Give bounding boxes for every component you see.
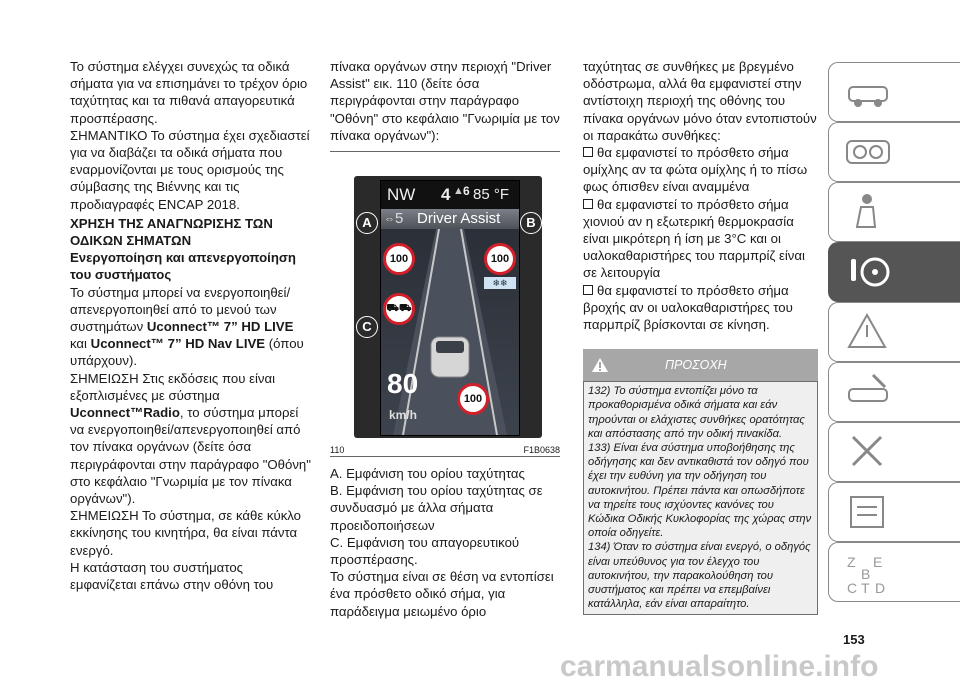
- snow-icon: ❄❄: [484, 277, 516, 289]
- checkbox-bullet-icon: [583, 199, 593, 209]
- warning-triangle-icon: [843, 309, 893, 355]
- dashboard-icon: [843, 129, 893, 175]
- paragraph: Το σύστημα μπορεί να ενεργοποιηθεί/απενεργοποιηθεί από το μενού των συστημάτων Uconnect™ 7” HD LIVE και Uconnect™ 7” HD Nav LIVE (όπου υπάρχουν).: [70, 284, 304, 369]
- column-1: [70, 58, 312, 593]
- compass-heading: NW: [387, 185, 416, 205]
- speed-limit-sign-bottom: 100: [457, 383, 489, 415]
- no-overtaking-sign: [383, 293, 415, 325]
- driver-assist-label: Driver Assist: [417, 210, 501, 228]
- subsection-heading: Ενεργοποίηση και απενεργοποίηση του συστήματος: [70, 250, 296, 283]
- car-icon: [843, 69, 893, 115]
- bullet-item: θα εμφανιστεί το πρόσθετο σήμα βροχής αν οι υαλοκαθαριστήρες του παρμπρίζ βρίσκονται σε κίνηση.: [583, 282, 793, 333]
- section-heading: ΧΡΗΣΗ ΤΗΣ ΑΝΑΓΝΩΡΙΣΗΣ ΤΩΝ ΟΔΙΚΩΝ ΣΗΜΑΤΩΝ: [70, 215, 273, 249]
- key-steering-icon: [843, 249, 893, 295]
- svg-text:Z: Z: [847, 554, 856, 570]
- top-status-bar: [381, 181, 519, 209]
- callout-c: C: [356, 316, 378, 338]
- figure-number: 110: [330, 445, 345, 456]
- cars-icon: ⛟⛟: [386, 303, 412, 315]
- page-number: 153: [843, 632, 865, 647]
- figure-code: F1B0638: [523, 445, 560, 456]
- warning-triangle-icon: [591, 357, 609, 373]
- warning-note-133: 133) Είναι ένα σύστημα υποβοήθησης της οδήγησης και δεν αντικαθιστά τον οδηγό που έχει την ευθύνη για την οδήγηση του αυτοκινήτου. Πρέπει πάντα και οπωσδήποτε να τηρείτε τους ισχύοντες κανόνες του Κώδικα Οδικής Κυκλοφορίας της χώρας στην οποία οδηγείτε.: [588, 442, 812, 540]
- warning-note-132: 132) Το σύστημα εντοπίζει μόνο τα προκαθορισμένα οδικά σήματα και εάν τηρούνται οι ελάχιστες συνθήκες ορατότητας και απόστασης από την οδική πινακίδα.: [588, 385, 805, 440]
- driver-assist-bar: [381, 209, 519, 229]
- speed-limit-sign-b: 100: [484, 243, 516, 275]
- gear-indicator: 4: [441, 185, 451, 205]
- svg-text:C: C: [847, 580, 858, 595]
- warning-title: ΠΡΟΣΟΧΗ: [665, 358, 727, 373]
- warning-header: [583, 349, 818, 381]
- tab-maintenance[interactable]: [828, 362, 960, 422]
- checkbox-bullet-icon: [583, 285, 593, 295]
- callout-a: A: [356, 212, 378, 234]
- outside-temperature: 85 °F: [473, 186, 510, 204]
- road-scene: [381, 229, 519, 435]
- column-3: [583, 58, 818, 615]
- paragraph: ταχύτητας σε συνθήκες με βρεγμένο οδόστρωμα, αλλά θα εμφανιστεί στην αντίστοιχη περιοχή της οθόνης του πίνακα οργάνων μόνο όταν εντοπιστούν οι παρακάτω συνθήκες:: [583, 59, 817, 143]
- watermark: carmanualsonline.info: [560, 650, 879, 683]
- warning-note-134: 134) Όταν το σύστημα είναι ενεργό, ο οδηγός είναι υπεύθυνος για τον έλεγχο του αυτοκινήτου, την παρακολούθηση του συστήματος και πρέπει να επεμβαίνει κατάλληλα, εάν είναι απαραίτητο.: [588, 541, 811, 611]
- index-icon: [843, 549, 933, 595]
- callout-b: B: [520, 212, 542, 234]
- svg-text:E: E: [873, 554, 883, 570]
- paragraph: Η κατάσταση του συστήματος εμφανίζεται επάνω στην οθόνη του: [70, 559, 274, 593]
- gear-up-icon: ▲: [453, 185, 464, 198]
- tab-index[interactable]: [828, 542, 960, 602]
- specs-icon: [843, 489, 893, 535]
- svg-text:D: D: [875, 580, 886, 595]
- cruise-icon: ⇔: [384, 213, 395, 226]
- seat-safety-icon: [843, 189, 893, 235]
- checkbox-bullet-icon: [583, 147, 593, 157]
- wrench-car-icon: [843, 369, 893, 415]
- cruise-gap: 5: [395, 210, 404, 228]
- bullet-item: θα εμφανιστεί το πρόσθετο σήμα χιονιού αν η εξωτερική θερμοκρασία είναι μικρότερη ή ίση με 3°C και οι υαλοκαθαριστήρες του παρμπρίζ είναι σε λειτουργία: [583, 196, 805, 281]
- instrument-cluster-figure: [354, 176, 542, 438]
- tab-safety[interactable]: [828, 182, 960, 242]
- speed-unit: km/h: [389, 408, 418, 423]
- tools-icon: [843, 429, 893, 475]
- legend-item-c: C. Εμφάνιση του απαγορευτικού προσπέρασης.: [330, 534, 520, 568]
- next-gear: 6: [463, 184, 470, 199]
- paragraph: ΣΗΜΕΙΩΣΗ Στις εκδόσεις που είναι εξοπλισμένες με σύστημα Uconnect™Radio, το σύστημα μπορεί να ενεργοποιηθεί/απενεργοποιηθεί από τον πίνακα οργάνων (δείτε όσα περιγράφονται στην παράγραφο "Οθόνη" στο κεφάλαιο "Γνωριμία με τον πίνακα οργάνων").: [70, 370, 311, 507]
- svg-text:T: T: [861, 580, 870, 595]
- current-speed: 80: [387, 368, 419, 400]
- tab-car-icon[interactable]: [828, 62, 960, 122]
- cluster-display: [380, 180, 520, 436]
- tab-emergency[interactable]: [828, 302, 960, 362]
- legend-item-a: A. Εμφάνιση του ορίου ταχύτητας: [330, 466, 525, 482]
- tab-tools[interactable]: [828, 422, 960, 482]
- warning-box: [583, 381, 818, 614]
- bullet-item: θα εμφανιστεί το πρόσθετο σήμα ομίχλης αν τα φώτα ομίχλης ή το πίσω φως όπισθεν είναι αναμμένα: [583, 145, 808, 195]
- column-2: [330, 58, 560, 620]
- paragraph: ΣΗΜΕΙΩΣΗ Το σύστημα, σε κάθε κύκλο εκκίνησης του κινητήρα, θα είναι πάντα ενεργό.: [70, 508, 302, 558]
- paragraph: Το σύστημα είναι σε θέση να εντοπίσει ένα πρόσθετο οδικό σήμα, για παράδειγμα μειωμένο όριο: [330, 569, 554, 619]
- figure-caption: [330, 442, 560, 456]
- tab-starting-driving[interactable]: [828, 242, 960, 302]
- speed-limit-sign-a: 100: [383, 243, 415, 275]
- paragraph: πίνακα οργάνων στην περιοχή "Driver Assist" εικ. 110 (δείτε όσα περιγράφονται στην παράγραφο "Οθόνη" στο κεφάλαιο "Γνωριμία με τον πίνακα οργάνων"):: [330, 59, 560, 143]
- tab-specs[interactable]: [828, 482, 960, 542]
- legend-item-b: B. Εμφάνιση του ορίου ταχύτητας σε συνδυασμό με άλλα σήματα προειδοποιήσεων: [330, 483, 543, 533]
- paragraph: Το σύστημα ελέγχει συνεχώς τα οδικά σήματα για να επισημάνει το τρέχον όριο ταχύτητας και τα πιθανά απαγορευτικά προσπέρασης.: [70, 59, 308, 126]
- svg-text:B: B: [861, 566, 871, 582]
- paragraph: ΣΗΜΑΝΤΙΚΟ Το σύστημα έχει σχεδιαστεί για να διαβάζει τα οδικά σήματα που εναρμονίζονται με τους ορισμούς της σύμβασης της Βιέννης και τις προδιαγραφές ENCAP 2018.: [70, 127, 310, 212]
- tab-dashboard[interactable]: [828, 122, 960, 182]
- divider: [330, 151, 560, 152]
